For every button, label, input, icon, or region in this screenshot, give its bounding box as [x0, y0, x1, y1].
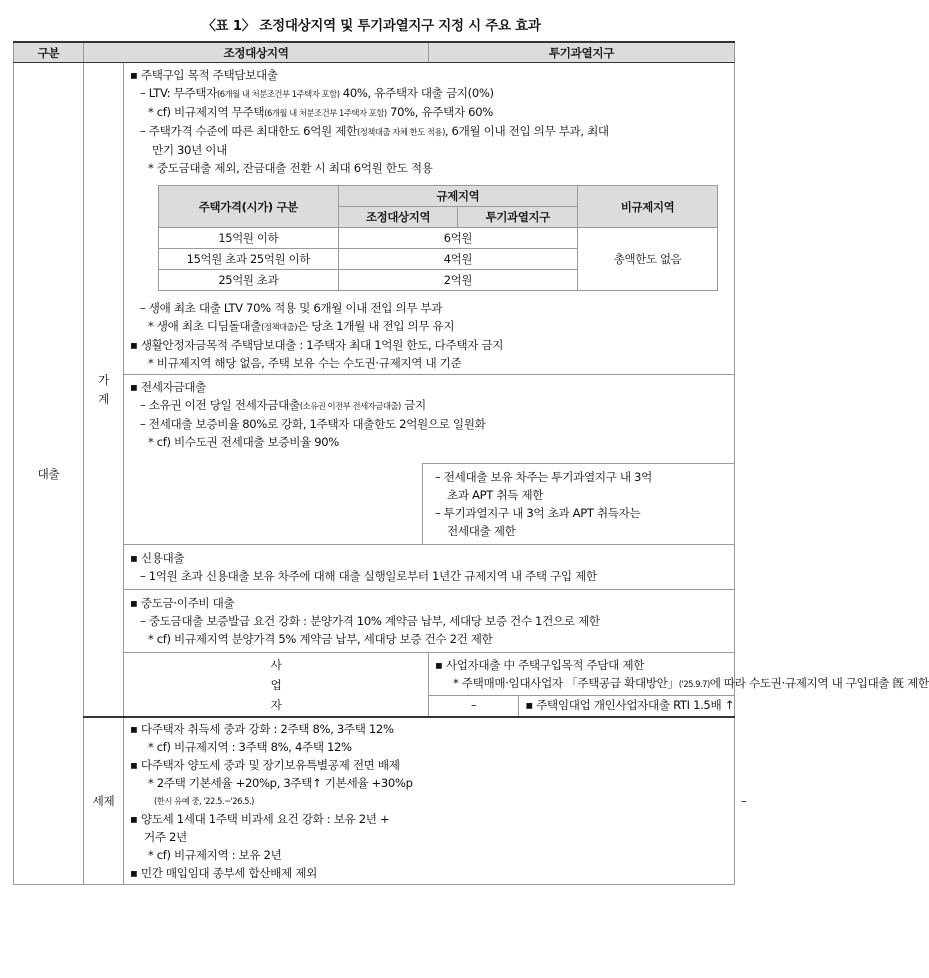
inner-header-regulated: 규제지역: [338, 186, 578, 207]
table-title: 〈표 1〉 조정대상지역 및 투기과열지구 지정 시 주요 효과: [202, 18, 541, 34]
business-loan-cell: ▪ 사업자대출 中 주택구입목적 주담대 제한 * 주택매매·임대사업자 「주택공급 확대방안」('25.9.7)에 따라 수도권·규제지역 내 구입대출 旣 제한 – ▪ 주택임대업 개인사업자대출 RTI 1.5배 ↑: [429, 653, 735, 718]
tax-adjusted-cell: ▪ 다주택자 취득세 중과 강화 : 2주택 8%, 3주택 12% * cf) 비규제지역 : 3주택 8%, 4주택 12% ▪ 다주택자 양도세 중과 및 장기보유특별공제 전면 배제 * 2주택 기본세율 +20%p, 3주택↑ 기본세율 +30%p (한시 유예 중, '22.5.~'26.5.) ▪ 양도세 1세대 1주택 비과세 요건 강화 : 보유 2년 + 거주 2년 * cf) 비규제지역 : 보유 2년 ▪ 민간 매입임대 종부세 합산배제 제외: [124, 717, 735, 885]
household-interim-cell: ▪ 중도금·이주비 대출 – 중도금대출 보증발급 요건 강화 : 분양가격 10% 계약금 납부, 세대당 보증 건수 1건으로 제한 * cf) 비규제지역 분양가격 5% 계약금 납부, 세대당 보증 건수 2건 제한: [124, 590, 735, 653]
table-row: 25억원 초과 2억원: [159, 270, 718, 291]
household-credit-cell: ▪ 신용대출 – 1억원 초과 신용대출 보유 차주에 대해 대출 실행일로부터 1년간 규제지역 내 주택 구입 제한: [124, 545, 735, 590]
inner-header-adjusted: 조정대상지역: [338, 207, 458, 228]
table-row: 15억원 이하 6억원 총액한도 없음: [159, 228, 718, 249]
household-mortgage-cell: ▪ 주택구입 목적 주택담보대출 – LTV: 무주택자(6개월 내 처분조건부 1주택자 포함) 40%, 유주택자 대출 금지(0%) * cf) 비규제지역 무주택(6개월 내 처분조건부 1주택자 포함) 70%, 유주택자 60% – 주택가격 수준에 따른 최대한도 6억원 제한(정책대출 자체 한도 적용), 6개월 이내 전입 의무 부과, 최대 만기 30년 이내 * 중도금대출 제외, 잔금대출 전환 시 최대 6억원 한도 적용 주택가격(시가) 구분 규제지역 비규제지역 조정대상지역 투기과열지구 15억원 이하 6억원 총액한도 없음 15억원 초과 25억원 이하 4억원 25억원 초과 2억원 – 생애 최초 대출 LTV 70% 적용 및 6개월 이내 전입 의무 부과 * 생애 최초 디딤돌대출(정책대출)은 당초 1개월 내 전입 의무 유지 ▪ 생활안정자금목적 주택담보대출 : 1주택자 최대 1억원 한도, 다주택자 금지 * 비규제지역 해당 없음, 주택 보유 수는 수도권·규제지역 내 기준: [124, 63, 735, 375]
sub-household: 가 계: [84, 63, 124, 718]
category-loan: 대출: [14, 63, 84, 885]
header-adjusted-area: 조정대상지역: [84, 42, 429, 63]
table-row: 15억원 초과 25억원 이하 4억원: [159, 249, 718, 270]
inner-header-price: 주택가격(시가) 구분: [159, 186, 339, 228]
business-speculation-rti: ▪ 주택임대업 개인사업자대출 RTI 1.5배 ↑: [525, 698, 735, 712]
header-speculation-zone: 투기과열지구: [429, 42, 735, 63]
business-adjusted-dash: –: [429, 696, 519, 716]
household-jeonse-cell: ▪ 전세자금대출 – 소유권 이전 당일 전세자금대출(소유권 이전부 전세자금대출) 금지 – 전세대출 보증비율 80%로 강화, 1주택자 대출한도 2억원으로 일원화 * cf) 비수도권 전세대출 보증비율 90% – 전세대출 보유 차주는 투기과열지구 내 3억 초과 APT 취득 제한 – 투기과열지구 내 3억 초과 APT 취득자는 전세대출 제한: [124, 375, 735, 545]
inner-header-speculation: 투기과열지구: [458, 207, 578, 228]
inner-non-regulated-value: 총액한도 없음: [578, 228, 718, 291]
effects-table: 구분 조정대상지역 투기과열지구 대출 가 계 ▪ 주택구입 목적 주택담보대출 – LTV: 무주택자(6개월 내 처분조건부 1주택자 포함) 40%, 유주택자 대출 금지(0%) * cf) 비규제지역 무주택(6개월 내 처분조건부 1주택자 포함) 70%, 유주택자 60% – 주택가격 수준에 따른 최대한도 6억원 제한(정책대출 자체 한도 적용), 6개월 이내 전입 의무 부과, 최대 만기 30년 이내 * 중도금대출 제외, 잔금대출 전환 시 최대 6억원 한도 적용 주택가격(시가) 구분 규제지역 비규제지역 조정대상지역 투기과열지구 15억원 이하 6억원 총액한도 없음 15억원 초과 25억원 이하 4억원 25억원 초과 2억원 – 생애 최초 대출 LTV 70% 적용 및 6개월 이내 전입 의무 부과 * 생애 최초 디딤돌대출(정책대출)은 당초 1개월 내 전입 의무 유지 ▪ 생활안정자금목적 주택담보대출 : 1주택자 최대 1억원 한도, 다주택자 금지 * 비규제지역 해당 없음, 주택 보유 수는 수도권·규제지역 내 기준 ▪ 전세자금대출 – 소유권 이전 당일 전세자금대출(소유권 이전부 전세자금대출) 금지 – 전세대출 보증비율 80%로 강화, 1주택자 대출한도 2억원으로 일원화 * cf) 비수도권 전세대출 보증비율 90% – 전세대출 보유 차주는 투기과열지구 내 3억 초과 APT 취득 제한 – 투기과열지구 내 3억 초과 APT 취득자는 전세대출 제한 ▪ 신용대출 – 1억원 초과 신용대출 보유 차주에 대해 대출 실행일로부터 1년간 규제지역 내 주택 구입 제한 ▪ 중도금·이주비 대출 – 중도금대출 보증발급 요건 강화 : 분양가격 10% 계약금 납부, 세대당 보증 건수 1건으로 제한 * cf) 비규제지역 분양가격 5% 계약금 납부, 세대당 보증 건수 2건 제한 사 업 자 ▪ 사업자대출 中 주택구입목적 주담대 제한 * 주택매매·임대사업자 「주택공급 확대방안」('25.9.7)에 따라 수도권·규제지역 내 구입대출 旣 제한 – ▪ 주택임대업 개인사업자대출 RTI 1.5배 ↑ 세제 ▪ 다주택자 취득세 중과 강화 : 2주택 8%, 3주택 12% * cf) 비규제지역 : 3주택 8%, 4주택 12% ▪ 다주택자 양도세 중과 및 장기보유특별공제 전면 배제 * 2주택 기본세율 +20%p, 3주택↑ 기본세율 +30%p (한시 유예 중, '22.5.~'26.5.) ▪ 양도세 1세대 1주택 비과세 요건 강화 : 보유 2년 + 거주 2년 * cf) 비규제지역 : 보유 2년 ▪ 민간 매입임대 종부세 합산배제 제외 –: [13, 41, 735, 885]
inner-header-non-regulated: 비규제지역: [578, 186, 718, 228]
category-tax: 세제: [84, 717, 124, 885]
jeonse-speculation-box: – 전세대출 보유 차주는 투기과열지구 내 3억 초과 APT 취득 제한 – 투기과열지구 내 3억 초과 APT 취득자는 전세대출 제한: [422, 463, 734, 544]
sub-business: 사 업 자: [124, 653, 429, 718]
header-category: 구분: [14, 42, 84, 63]
ltv-limit-table: [158, 185, 718, 291]
